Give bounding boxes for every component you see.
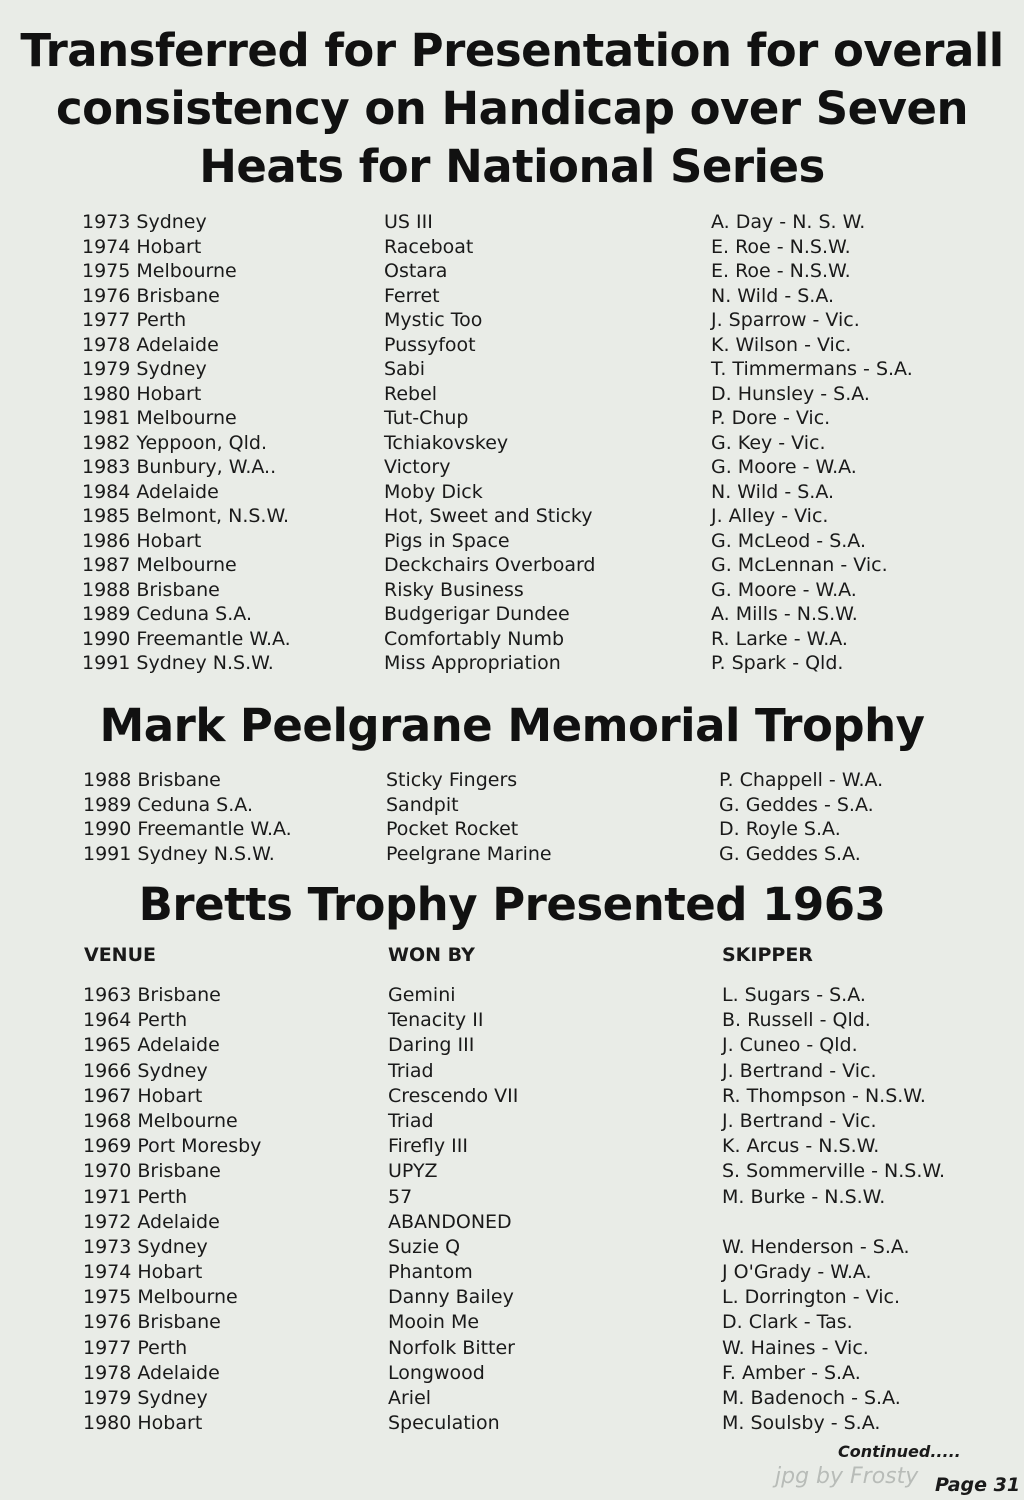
- continued-note: Continued.....: [838, 1442, 961, 1461]
- table-row: [0, 842, 1024, 867]
- section3-title: Bretts Trophy Presented 1963: [138, 878, 886, 931]
- yacht-cell: Phantom: [388, 1261, 473, 1284]
- table-row: [0, 480, 1024, 505]
- table-row: [0, 1185, 1024, 1210]
- skipper-cell: G. McLeod - S.A.: [711, 529, 867, 552]
- table-row: [0, 983, 1024, 1008]
- skipper-cell: E. Roe - N.S.W.: [711, 235, 851, 258]
- skipper-cell: J. Cuneo - Qld.: [722, 1034, 858, 1057]
- venue-cell: 1969 Port Moresby: [83, 1135, 262, 1158]
- skipper-cell: J O'Grady - W.A.: [722, 1261, 872, 1284]
- venue-cell: 1991 Sydney N.S.W.: [83, 842, 275, 865]
- yacht-cell: Tut-Chup: [384, 407, 469, 429]
- yacht-cell: Crescendo VII: [388, 1084, 519, 1107]
- yacht-cell: Mooin Me: [388, 1311, 480, 1334]
- won-by-header: WON BY: [388, 944, 475, 966]
- venue-cell: 1963 Brisbane: [83, 984, 221, 1006]
- yacht-cell: Deckchairs Overboard: [384, 554, 596, 576]
- yacht-cell: Budgerigar Dundee: [384, 603, 570, 625]
- venue-cell: 1976 Brisbane: [82, 284, 220, 307]
- venue-cell: 1989 Ceduna S.A.: [83, 793, 253, 816]
- skipper-header: SKIPPER: [722, 944, 813, 966]
- yacht-cell: Peelgrane Marine: [386, 842, 552, 865]
- table-row: [0, 1059, 1024, 1084]
- skipper-cell: W. Henderson - S.A.: [722, 1235, 910, 1258]
- venue-cell: 1980 Hobart: [82, 382, 202, 405]
- skipper-cell: M. Burke - N.S.W.: [722, 1185, 886, 1208]
- venue-cell: 1991 Sydney N.S.W.: [82, 652, 274, 674]
- table-row: [0, 1033, 1024, 1058]
- table-row: [0, 431, 1024, 456]
- yacht-cell: Triad: [388, 1059, 434, 1082]
- yacht-cell: Firefly III: [388, 1135, 468, 1158]
- skipper-cell: G. Moore - W.A.: [711, 578, 857, 601]
- section1-table: [0, 210, 1024, 676]
- skipper-cell: P. Spark - Qld.: [711, 652, 844, 674]
- yacht-cell: Ferret: [384, 284, 440, 307]
- table-row: [0, 1084, 1024, 1109]
- venue-cell: 1983 Bunbury, W.A..: [82, 456, 277, 478]
- yacht-cell: Sandpit: [386, 793, 459, 816]
- table-row: [0, 1159, 1024, 1184]
- venue-cell: 1980 Hobart: [83, 1412, 203, 1435]
- yacht-cell: Risky Business: [384, 578, 524, 601]
- yacht-cell: Pigs in Space: [384, 529, 510, 552]
- yacht-cell: Rebel: [384, 382, 438, 405]
- skipper-cell: J. Alley - Vic.: [711, 505, 829, 527]
- watermark: jpg by Frosty: [775, 1464, 919, 1489]
- skipper-cell: E. Roe - N.S.W.: [711, 260, 851, 282]
- venue-cell: 1975 Melbourne: [82, 260, 237, 282]
- venue-cell: 1968 Melbourne: [83, 1109, 238, 1132]
- skipper-cell: K. Arcus - N.S.W.: [722, 1135, 880, 1158]
- skipper-cell: J. Sparrow - Vic.: [711, 309, 860, 331]
- venue-cell: 1978 Adelaide: [83, 1361, 220, 1384]
- yacht-cell: Miss Appropriation: [384, 652, 561, 674]
- table-row: [0, 308, 1024, 333]
- table-row: [0, 406, 1024, 431]
- venue-cell: 1990 Freemantle W.A.: [82, 627, 291, 650]
- table-row: [0, 602, 1024, 627]
- skipper-cell: S. Sommerville - N.S.W.: [722, 1160, 946, 1183]
- yacht-cell: Norfolk Bitter: [388, 1336, 515, 1359]
- venue-cell: 1987 Melbourne: [82, 554, 237, 576]
- venue-cell: 1974 Hobart: [82, 235, 202, 258]
- table-row: [0, 259, 1024, 284]
- skipper-cell: G. Geddes S.A.: [719, 842, 861, 865]
- skipper-cell: D. Hunsley - S.A.: [711, 382, 870, 405]
- venue-cell: 1977 Perth: [83, 1336, 188, 1359]
- venue-cell: 1970 Brisbane: [83, 1160, 221, 1183]
- table-row: [0, 1361, 1024, 1386]
- table-row: [0, 1411, 1024, 1436]
- venue-cell: 1973 Sydney: [83, 1235, 208, 1258]
- skipper-cell: R. Larke - W.A.: [711, 627, 848, 650]
- table-row: [0, 627, 1024, 652]
- venue-cell: 1975 Melbourne: [83, 1286, 238, 1309]
- table-row: [0, 553, 1024, 578]
- yacht-cell: 57: [388, 1185, 413, 1208]
- venue-cell: 1972 Adelaide: [83, 1210, 220, 1233]
- table-row: [0, 1336, 1024, 1361]
- skipper-cell: P. Chappell - W.A.: [719, 769, 884, 791]
- venue-cell: 1967 Hobart: [83, 1084, 203, 1107]
- venue-cell: 1982 Yeppoon, Qld.: [82, 431, 267, 454]
- venue-cell: 1966 Sydney: [83, 1059, 208, 1082]
- venue-cell: 1986 Hobart: [82, 529, 202, 552]
- table-row: [0, 333, 1024, 358]
- skipper-cell: G. Moore - W.A.: [711, 456, 857, 478]
- skipper-cell: A. Day - N. S. W.: [711, 211, 866, 233]
- venue-cell: 1989 Ceduna S.A.: [82, 603, 252, 625]
- skipper-cell: L. Sugars - S.A.: [722, 984, 866, 1006]
- table-row: [0, 1285, 1024, 1310]
- table-row: [0, 1260, 1024, 1285]
- yacht-cell: Daring III: [388, 1034, 475, 1057]
- yacht-cell: Longwood: [388, 1361, 485, 1384]
- venue-cell: 1988 Brisbane: [83, 769, 221, 791]
- venue-cell: 1965 Adelaide: [83, 1034, 220, 1057]
- table-row: [0, 504, 1024, 529]
- yacht-cell: Suzie Q: [388, 1235, 461, 1258]
- skipper-cell: W. Haines - Vic.: [722, 1336, 869, 1359]
- yacht-cell: Comfortably Numb: [384, 627, 565, 650]
- yacht-cell: Ariel: [388, 1387, 432, 1409]
- yacht-cell: Raceboat: [384, 235, 474, 258]
- table-row: [0, 651, 1024, 676]
- skipper-cell: M. Badenoch - S.A.: [722, 1387, 901, 1409]
- table-row: [0, 578, 1024, 603]
- section3-table: [0, 983, 1024, 1436]
- table-row: [0, 793, 1024, 818]
- skipper-cell: B. Russell - Qld.: [722, 1009, 871, 1032]
- skipper-cell: M. Soulsby - S.A.: [722, 1412, 881, 1435]
- venue-cell: 1985 Belmont, N.S.W.: [82, 505, 290, 527]
- venue-cell: 1981 Melbourne: [82, 407, 237, 429]
- skipper-cell: D. Clark - Tas.: [722, 1311, 853, 1334]
- skipper-cell: D. Royle S.A.: [719, 818, 841, 840]
- skipper-cell: R. Thompson - N.S.W.: [722, 1084, 926, 1107]
- yacht-cell: Sticky Fingers: [386, 769, 518, 791]
- yacht-cell: Pocket Rocket: [386, 818, 519, 840]
- yacht-cell: Pussyfoot: [384, 333, 476, 356]
- venue-cell: 1974 Hobart: [83, 1261, 203, 1284]
- table-row: [0, 1386, 1024, 1411]
- venue-cell: 1971 Perth: [83, 1185, 188, 1208]
- table-row: [0, 210, 1024, 235]
- yacht-cell: Mystic Too: [384, 309, 483, 331]
- table-row: [0, 1109, 1024, 1134]
- skipper-cell: N. Wild - S.A.: [711, 480, 835, 503]
- table-row: [0, 529, 1024, 554]
- skipper-cell: K. Wilson - Vic.: [711, 333, 852, 356]
- section2-table: [0, 768, 1024, 866]
- venue-cell: 1979 Sydney: [82, 358, 207, 380]
- table-row: [0, 1310, 1024, 1335]
- venue-header: VENUE: [84, 944, 156, 966]
- yacht-cell: ABANDONED: [388, 1210, 512, 1233]
- skipper-cell: J. Bertrand - Vic.: [722, 1109, 877, 1132]
- yacht-cell: Triad: [388, 1109, 434, 1132]
- table-row: [0, 768, 1024, 793]
- skipper-cell: J. Bertrand - Vic.: [722, 1059, 877, 1082]
- venue-cell: 1984 Adelaide: [82, 480, 219, 503]
- table-row: [0, 382, 1024, 407]
- table-row: [0, 357, 1024, 382]
- venue-cell: 1990 Freemantle W.A.: [83, 818, 292, 840]
- table-row: [0, 817, 1024, 842]
- page-number: Page 31: [935, 1474, 1021, 1496]
- section1-title: Transferred for Presentation for overall consistency on Handicap over Seven Heats for National Series: [20, 24, 1004, 193]
- skipper-cell: P. Dore - Vic.: [711, 407, 831, 429]
- yacht-cell: Hot, Sweet and Sticky: [384, 505, 593, 527]
- skipper-cell: A. Mills - N.S.W.: [711, 603, 858, 625]
- table-row: [0, 1235, 1024, 1260]
- table-row: [0, 235, 1024, 260]
- skipper-cell: T. Timmermans - S.A.: [711, 358, 913, 380]
- yacht-cell: Victory: [384, 456, 451, 478]
- venue-cell: 1964 Perth: [83, 1009, 188, 1032]
- yacht-cell: Sabi: [384, 358, 426, 380]
- skipper-cell: G. Geddes - S.A.: [719, 793, 874, 816]
- skipper-cell: F. Amber - S.A.: [722, 1361, 861, 1384]
- skipper-cell: G. McLennan - Vic.: [711, 554, 888, 576]
- yacht-cell: Speculation: [388, 1412, 500, 1435]
- table-row: [0, 1134, 1024, 1159]
- yacht-cell: Danny Bailey: [388, 1286, 514, 1309]
- yacht-cell: Tchiakovskey: [384, 431, 509, 454]
- venue-cell: 1973 Sydney: [82, 211, 207, 233]
- yacht-cell: UPYZ: [388, 1160, 438, 1183]
- yacht-cell: US III: [384, 211, 433, 233]
- table-row: [0, 1210, 1024, 1235]
- venue-cell: 1978 Adelaide: [82, 333, 219, 356]
- yacht-cell: Ostara: [384, 260, 448, 282]
- venue-cell: 1979 Sydney: [83, 1387, 208, 1409]
- venue-cell: 1976 Brisbane: [83, 1311, 221, 1334]
- skipper-cell: G. Key - Vic.: [711, 431, 826, 454]
- skipper-cell: N. Wild - S.A.: [711, 284, 835, 307]
- yacht-cell: Tenacity II: [388, 1009, 484, 1032]
- yacht-cell: Gemini: [388, 984, 456, 1006]
- skipper-cell: L. Dorrington - Vic.: [722, 1286, 900, 1309]
- section3-headers: [0, 944, 1024, 972]
- venue-cell: 1988 Brisbane: [82, 578, 220, 601]
- yacht-cell: Moby Dick: [384, 480, 483, 503]
- section2-title: Mark Peelgrane Memorial Trophy: [99, 699, 925, 752]
- table-row: [0, 1008, 1024, 1033]
- table-row: [0, 284, 1024, 309]
- table-row: [0, 455, 1024, 480]
- venue-cell: 1977 Perth: [82, 309, 187, 331]
